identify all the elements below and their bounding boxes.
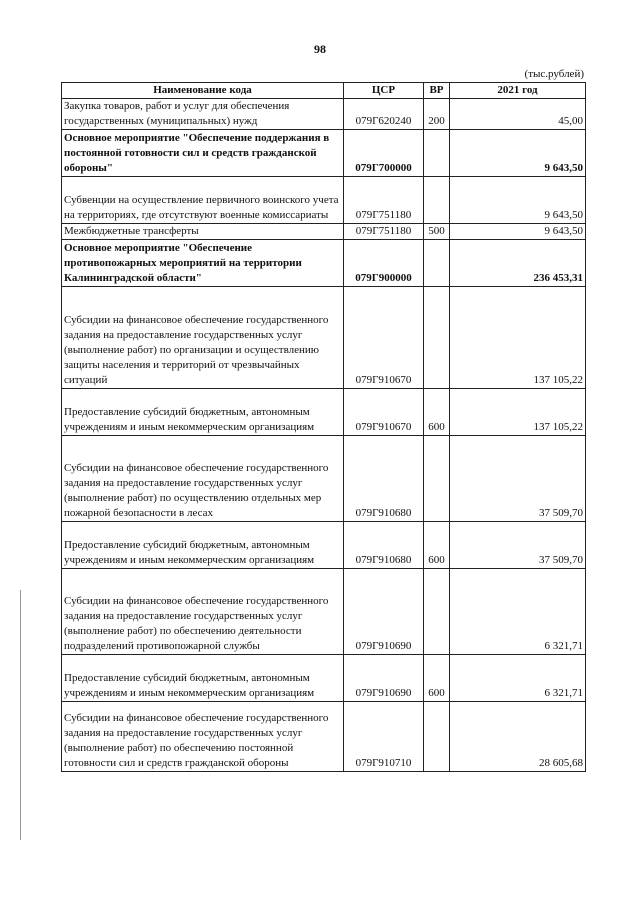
table-row bbox=[62, 436, 586, 522]
row-vr: 200 bbox=[424, 99, 450, 130]
header-csr: ЦСР bbox=[344, 83, 424, 99]
table-row bbox=[62, 655, 586, 702]
table-row bbox=[62, 177, 586, 224]
table-row bbox=[62, 389, 586, 436]
row-vr: 500 bbox=[424, 224, 450, 240]
margin-line bbox=[20, 590, 21, 840]
units-label: (тыс.рублей) bbox=[524, 68, 584, 80]
row-amount: 28 605,68 bbox=[450, 702, 586, 772]
row-name: Межбюджетные трансферты bbox=[62, 224, 344, 240]
header-year: 2021 год bbox=[450, 83, 586, 99]
table-row bbox=[62, 569, 586, 655]
header-vr: ВР bbox=[424, 83, 450, 99]
row-csr: 079Г910670 bbox=[344, 389, 424, 436]
table-row bbox=[62, 130, 586, 177]
row-vr bbox=[424, 240, 450, 287]
row-name: Субвенции на осуществление первичного воинского учета на территориях, где отсутствуют военные комиссариаты bbox=[62, 177, 344, 224]
table-row bbox=[62, 99, 586, 130]
row-csr: 079Г910670 bbox=[344, 287, 424, 389]
budget-table bbox=[61, 82, 586, 772]
row-vr bbox=[424, 436, 450, 522]
row-csr: 079Г910680 bbox=[344, 522, 424, 569]
row-name: Субсидии на финансовое обеспечение государственного задания на предоставление государственных услуг (выполнение работ) по организации и осуществлению защиты населения и территорий от чрезвычайных ситуаций bbox=[62, 287, 344, 389]
row-name: Закупка товаров, работ и услуг для обеспечения государственных (муниципальных) нужд bbox=[62, 99, 344, 130]
row-amount: 137 105,22 bbox=[450, 287, 586, 389]
table-row bbox=[62, 702, 586, 772]
row-name: Основное мероприятие "Обеспечение противопожарных мероприятий на территории Калининградской области" bbox=[62, 240, 344, 287]
row-csr: 079Г700000 bbox=[344, 130, 424, 177]
header-name: Наименование кода bbox=[62, 83, 344, 99]
row-amount: 9 643,50 bbox=[450, 130, 586, 177]
table-row bbox=[62, 224, 586, 240]
table-header-row bbox=[62, 83, 586, 99]
row-vr bbox=[424, 569, 450, 655]
row-name: Субсидии на финансовое обеспечение государственного задания на предоставление государственных услуг (выполнение работ) по осуществлению отдельных мер пожарной безопасности в лесах bbox=[62, 436, 344, 522]
row-name: Субсидии на финансовое обеспечение государственного задания на предоставление государственных услуг (выполнение работ) по обеспечению постоянной готовности сил и средств гражданской обороны bbox=[62, 702, 344, 772]
row-csr: 079Г910710 bbox=[344, 702, 424, 772]
row-csr: 079Г751180 bbox=[344, 224, 424, 240]
row-csr: 079Г910680 bbox=[344, 436, 424, 522]
row-amount: 6 321,71 bbox=[450, 655, 586, 702]
row-vr bbox=[424, 702, 450, 772]
row-amount: 45,00 bbox=[450, 99, 586, 130]
row-csr: 079Г910690 bbox=[344, 655, 424, 702]
row-vr bbox=[424, 130, 450, 177]
row-amount: 37 509,70 bbox=[450, 436, 586, 522]
row-name: Субсидии на финансовое обеспечение государственного задания на предоставление государственных услуг (выполнение работ) по обеспечению деятельности подразделений противопожарной службы bbox=[62, 569, 344, 655]
row-csr: 079Г900000 bbox=[344, 240, 424, 287]
row-amount: 37 509,70 bbox=[450, 522, 586, 569]
table-row bbox=[62, 240, 586, 287]
row-amount: 236 453,31 bbox=[450, 240, 586, 287]
table-row bbox=[62, 522, 586, 569]
row-name: Предоставление субсидий бюджетным, автономным учреждениям и иным некоммерческим организациям bbox=[62, 522, 344, 569]
row-vr: 600 bbox=[424, 389, 450, 436]
row-name: Предоставление субсидий бюджетным, автономным учреждениям и иным некоммерческим организациям bbox=[62, 655, 344, 702]
row-amount: 9 643,50 bbox=[450, 224, 586, 240]
row-name: Основное мероприятие "Обеспечение поддержания в постоянной готовности сил и средств гражданской обороны" bbox=[62, 130, 344, 177]
row-vr bbox=[424, 177, 450, 224]
row-amount: 6 321,71 bbox=[450, 569, 586, 655]
row-vr: 600 bbox=[424, 522, 450, 569]
row-csr: 079Г910690 bbox=[344, 569, 424, 655]
row-vr bbox=[424, 287, 450, 389]
row-csr: 079Г751180 bbox=[344, 177, 424, 224]
table-row bbox=[62, 287, 586, 389]
row-csr: 079Г620240 bbox=[344, 99, 424, 130]
page-number: 98 bbox=[314, 42, 326, 56]
row-amount: 9 643,50 bbox=[450, 177, 586, 224]
row-amount: 137 105,22 bbox=[450, 389, 586, 436]
row-name: Предоставление субсидий бюджетным, автономным учреждениям и иным некоммерческим организациям bbox=[62, 389, 344, 436]
row-vr: 600 bbox=[424, 655, 450, 702]
